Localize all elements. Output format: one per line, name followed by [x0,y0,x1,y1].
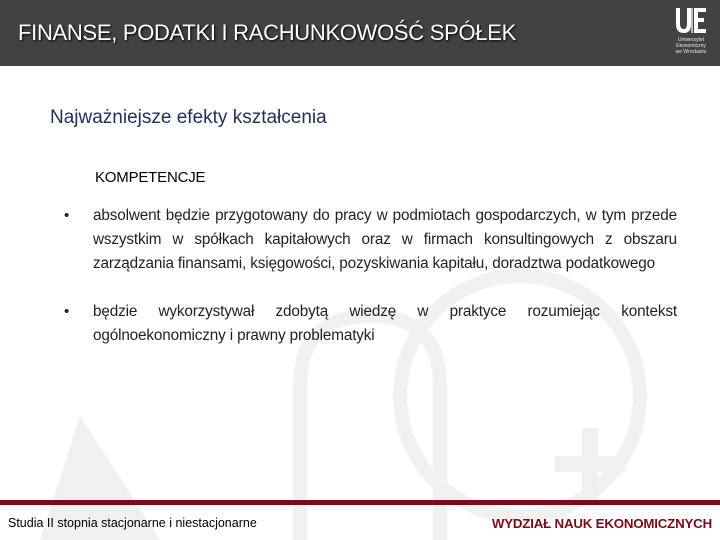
ue-logo-icon [674,6,708,36]
page-title: FINANSE, PODATKI I RACHUNKOWOŚĆ SPÓŁEK [18,20,516,45]
list-item [62,204,677,276]
footer-faculty: WYDZIAŁ NAUK EKONOMICZNYCH [491,516,712,531]
footer-study-mode: Studia II stopnia stacjonarne i niestacjonarne [8,516,257,530]
logo-text: Uniwersytet Ekonomiczny we Wrocławiu [675,37,707,55]
bullet-icon: • [64,303,70,320]
footer-divider [0,500,720,505]
list-item-text: absolwent będzie przygotowany do pracy w podmiotach gospodarczych, w tym przede wszystkim w spółkach kapitałowych oraz w firmach konsultingowych z obszaru zarządzania finansami, księgowości, pozyskiwania kapitału, doradztwa podatkowego [93,207,677,272]
list-item [62,300,677,348]
bullet-icon: • [64,207,70,224]
header-bar [0,0,720,66]
ue-university-logo [668,6,714,62]
competences-list [62,204,677,372]
competences-label: KOMPETENCJE [95,169,206,186]
list-item-text: będzie wykorzystywał zdobytą wiedzę w praktyce rozumiejąc kontekst ogólnoekonomiczny i prawny problematyki [93,303,677,344]
section-title: Najważniejsze efekty kształcenia [50,107,327,128]
